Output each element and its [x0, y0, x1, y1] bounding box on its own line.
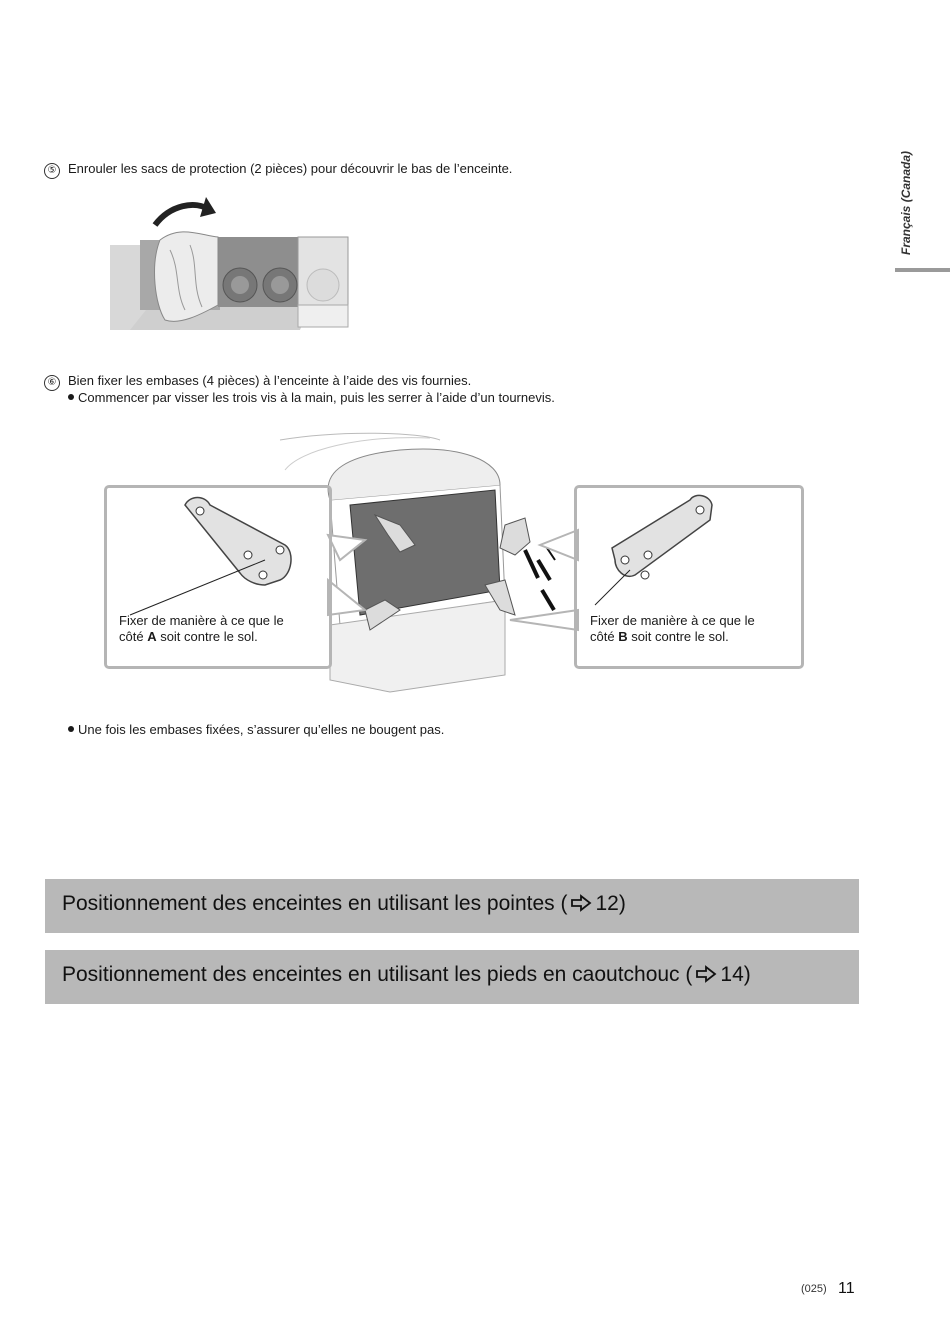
step-5-number: ⑤ [44, 163, 60, 179]
callout-b-bold: B [618, 629, 628, 644]
arrow-right-icon [570, 894, 592, 912]
banner-rubber-feet [45, 950, 859, 1004]
after-bullet [68, 721, 444, 738]
banner-spikes-ref: 12) [595, 892, 626, 915]
banner-spikes [45, 879, 859, 933]
footer-code: (025) [801, 1283, 827, 1295]
callout-b-post: soit contre le sol. [627, 629, 729, 644]
callout-side-a-line1: Fixer de manière à ce que le [119, 613, 284, 628]
side-tab-bar [895, 268, 950, 272]
banner-spikes-label: Positionnement des enceintes en utilisant les pointes ( [62, 892, 568, 915]
callout-side-b-line1: Fixer de manière à ce que le [590, 613, 755, 628]
step-6-bullet-text: Commencer par visser les trois vis à la main, puis les serrer à l’aide d’un tournevis. [78, 390, 555, 405]
banner-spikes-text [62, 892, 626, 916]
callout-side-a-line2 [119, 629, 319, 645]
callout-side-b-line2 [590, 629, 790, 645]
step-6-text: Bien fixer les embases (4 pièces) à l’enceinte à l’aide des vis fournies. [68, 373, 472, 388]
bullet-dot [68, 726, 74, 732]
banner-rubber-feet-text [62, 963, 751, 987]
arrow-right-icon [695, 965, 717, 983]
after-bullet-text: Une fois les embases fixées, s’assurer qu’elles ne bougent pas. [78, 722, 445, 737]
language-label: Français (Canada) [899, 150, 913, 255]
callout-a-bold: A [147, 629, 157, 644]
bullet-dot [68, 394, 74, 400]
callout-b-pre: côté [590, 629, 619, 644]
callout-side-a-text [119, 613, 319, 645]
banner-rubber-feet-label: Positionnement des enceintes en utilisant les pieds en caoutchouc ( [62, 963, 693, 986]
step-5 [44, 160, 512, 179]
language-side-tab [895, 130, 935, 260]
step-6-bullet [68, 389, 555, 406]
callout-a-pre: côté [119, 629, 148, 644]
callout-side-b-text [590, 613, 790, 645]
banner-rubber-feet-ref: 14) [720, 963, 751, 986]
illustration-roll-bags [110, 195, 360, 335]
page-number: 11 [838, 1280, 855, 1297]
step-6-number: ⑥ [44, 375, 60, 391]
callout-a-post: soit contre le sol. [156, 629, 258, 644]
step-5-text: Enrouler les sacs de protection (2 pièces) pour découvrir le bas de l’enceinte. [68, 161, 513, 176]
